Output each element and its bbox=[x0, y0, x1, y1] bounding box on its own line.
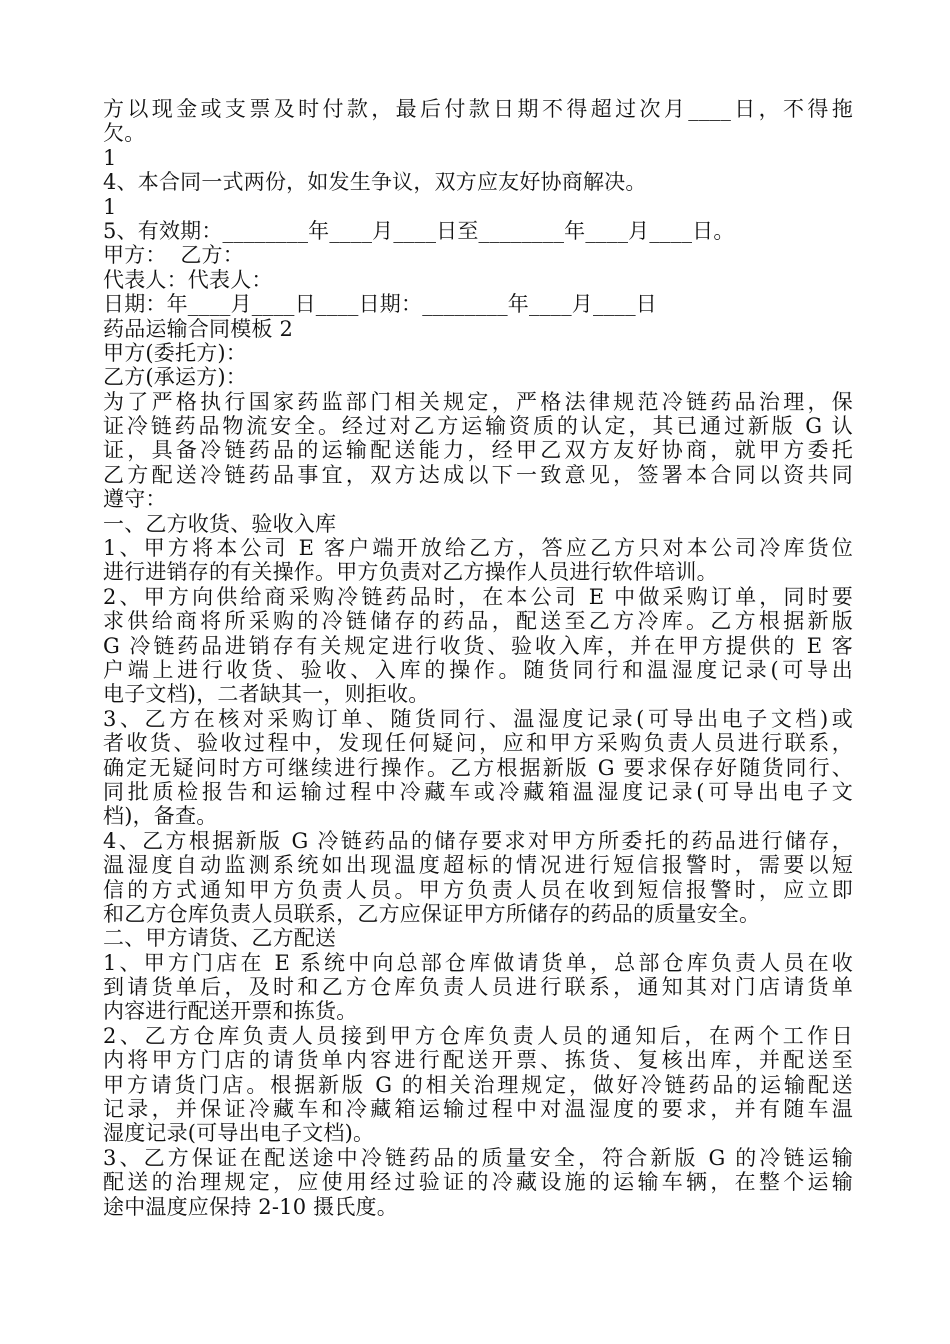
text-line: 甲方(委托方)： bbox=[103, 340, 247, 365]
text-line: 进行进销存的有关操作。甲方负责对乙方操作人员进行软件培训。 bbox=[103, 560, 718, 585]
section-heading: 一、乙方收货、验收入库 bbox=[103, 511, 337, 536]
text-line: 3、乙方保证在配送途中冷链药品的质量安全，符合新版 G 的冷链运输 bbox=[103, 1145, 853, 1170]
text-line: 内将甲方门店的请货单内容进行配送开票、拣货、复核出库，并配送至 bbox=[103, 1048, 853, 1073]
text-line: 到请货单后，及时和乙方仓库负责人员进行联系，通知其对门店请货单 bbox=[103, 975, 853, 1000]
text-line: 1、甲方门店在 E 系统中向总部仓库做请货单，总部仓库负责人员在收 bbox=[103, 950, 853, 975]
text-line: 5、有效期：________年____月____日至________年____月____日。 bbox=[103, 218, 735, 243]
text-line: 甲方： 乙方： bbox=[103, 243, 244, 268]
text-line: G 冷链药品进销存有关规定进行收货、验收入库，并在甲方提供的 E 客 bbox=[103, 633, 853, 658]
text-line: 甲方请货门店。根据新版 G 的相关治理规定，做好冷链药品的运输配送 bbox=[103, 1072, 853, 1097]
text-line: 方以现金或支票及时付款，最后付款日期不得超过次月____日，不得拖 bbox=[103, 97, 853, 121]
text-line: 档)，备查。 bbox=[103, 804, 218, 829]
text-line: 者收货、验收过程中，发现任何疑问，应和甲方采购负责人员进行联系， bbox=[103, 731, 853, 756]
section-heading: 二、甲方请货、乙方配送 bbox=[103, 926, 337, 951]
text-line: 乙方配送冷链药品事宜，双方达成以下一致意见，签署本合同以资共同 bbox=[103, 462, 853, 487]
text-line: 求供给商将所采购的冷链储存的药品，配送至乙方冷库。乙方根据新版 bbox=[103, 609, 853, 634]
text-line: 确定无疑问时方可继续进行操作。乙方根据新版 G 要求保存好随货同行、 bbox=[103, 755, 853, 780]
text-line: 欠。 bbox=[103, 121, 146, 146]
section-title: 药品运输合同模板 2 bbox=[103, 316, 294, 341]
text-line: 湿度记录(可导出电子文档)。 bbox=[103, 1121, 375, 1146]
text-line: 内容进行配送开票和拣货。 bbox=[103, 999, 358, 1024]
text-line: 证冷链药品物流安全。经过对乙方运输资质的认定，其已通过新版 G 认 bbox=[103, 414, 853, 439]
text-line: 遵守： bbox=[103, 487, 167, 512]
text-line: 日期：年____月____日____日期：________年____月____日 bbox=[103, 292, 657, 317]
text-line: 同批质检报告和运输过程中冷藏车或冷藏箱温湿度记录(可导出电子文 bbox=[103, 779, 853, 804]
text-line: 3、乙方在核对采购订单、随货同行、温湿度记录(可导出电子文档)或 bbox=[103, 706, 853, 731]
document-page bbox=[103, 97, 853, 1219]
text-line: 和乙方仓库负责人员联系，乙方应保证甲方所储存的药品的质量安全。 bbox=[103, 901, 761, 926]
text-line: 1 bbox=[103, 194, 117, 219]
text-line: 1、甲方将本公司 E 客户端开放给乙方，答应乙方只对本公司冷库货位 bbox=[103, 536, 853, 561]
text-line: 2、甲方向供给商采购冷链药品时，在本公司 E 中做采购订单，同时要 bbox=[103, 584, 853, 609]
text-line: 温湿度自动监测系统如出现温度超标的情况进行短信报警时，需要以短 bbox=[103, 853, 853, 878]
text-line: 代表人：代表人： bbox=[103, 267, 273, 292]
text-line: 为了严格执行国家药监部门相关规定，严格法律规范冷链药品治理，保 bbox=[103, 389, 853, 414]
text-line: 证，具备冷链药品的运输配送能力，经甲乙双方友好协商，就甲方委托 bbox=[103, 438, 853, 463]
text-line: 乙方(承运方)： bbox=[103, 365, 247, 390]
text-line: 1 bbox=[103, 145, 117, 170]
text-line: 信的方式通知甲方负责人员。甲方负责人员在收到短信报警时，应立即 bbox=[103, 877, 853, 902]
text-line: 途中温度应保持 2-10 摄氏度。 bbox=[103, 1194, 398, 1219]
text-line: 2、乙方仓库负责人员接到甲方仓库负责人员的通知后，在两个工作日 bbox=[103, 1023, 853, 1048]
text-line: 记录，并保证冷藏车和冷藏箱运输过程中对温湿度的要求，并有随车温 bbox=[103, 1097, 853, 1122]
text-line: 电子文档)，二者缺其一，则拒收。 bbox=[103, 682, 430, 707]
text-line: 户端上进行收货、验收、入库的操作。随货同行和温湿度记录(可导出 bbox=[103, 657, 853, 682]
text-line: 4、乙方根据新版 G 冷链药品的储存要求对甲方所委托的药品进行储存， bbox=[103, 828, 853, 853]
text-line: 4、本合同一式两份，如发生争议，双方应友好协商解决。 bbox=[103, 170, 647, 195]
text-line: 配送的治理规定，应使用经过验证的冷藏设施的运输车辆，在整个运输 bbox=[103, 1170, 853, 1195]
